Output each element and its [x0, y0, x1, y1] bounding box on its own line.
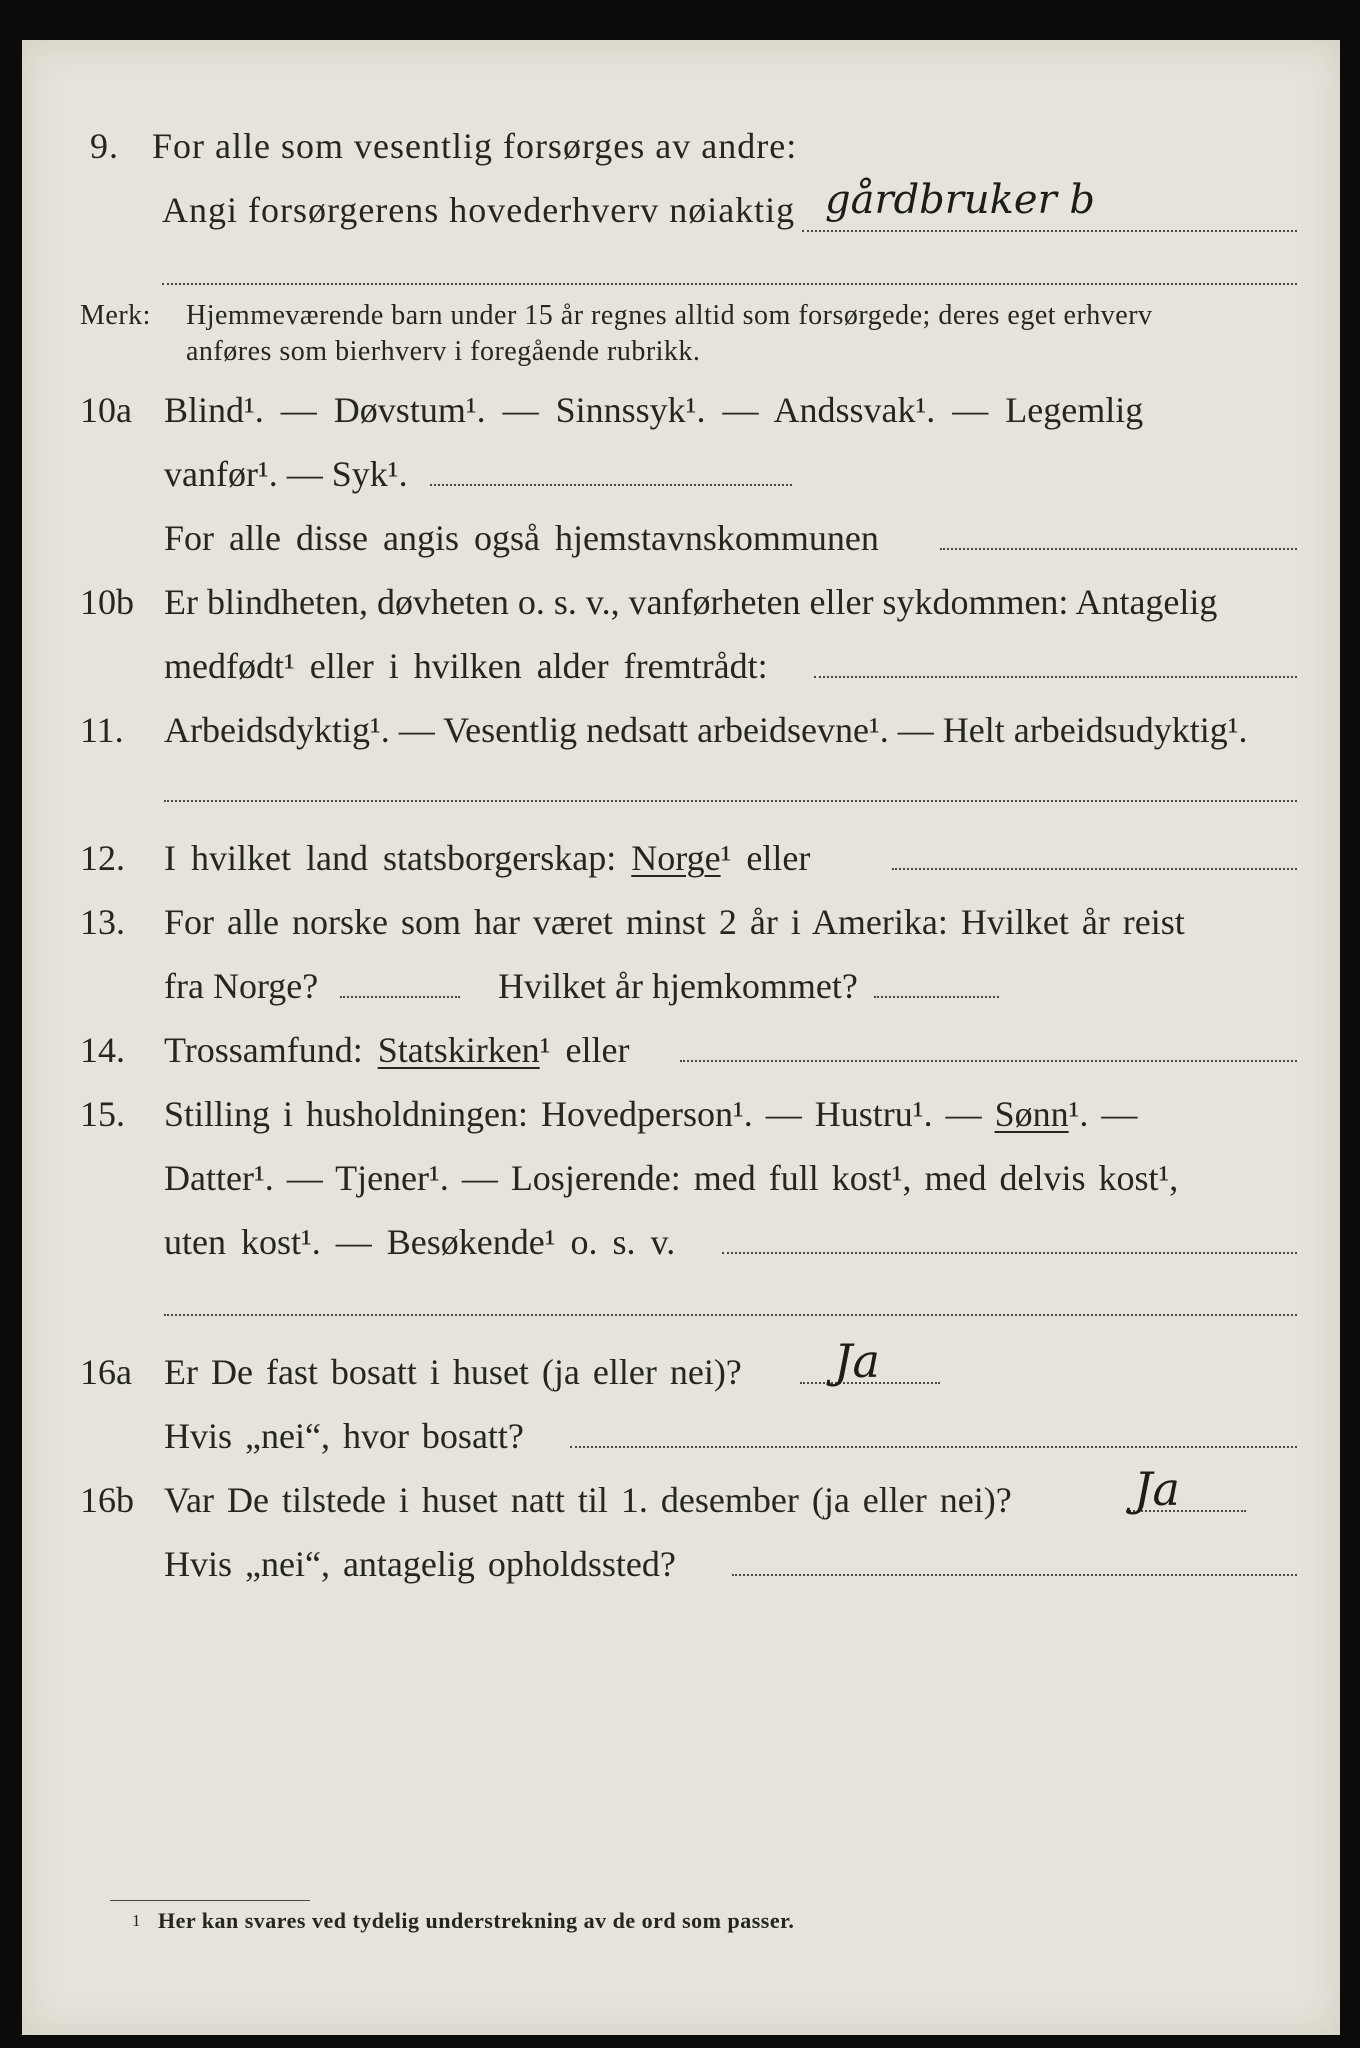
- q13-number: 13.: [80, 902, 125, 942]
- q16b-whereabouts-line[interactable]: [732, 1574, 1297, 1576]
- q16b-line-1: Var De tilstede i huset natt til 1. desember (ja eller nei)?: [164, 1480, 1012, 1520]
- q9-answer: gårdbruker b: [825, 177, 1096, 223]
- q9-prompt: Angi forsørgerens hovederhverv nøiaktig: [162, 190, 796, 230]
- q10a-line-1: Blind¹. — Døvstum¹. — Sinnssyk¹. — Andssvak¹. — Legemlig: [164, 390, 1144, 430]
- merk-line-1: Hjemmeværende barn under 15 år regnes alltid som forsørgede; deres eget erhverv: [186, 300, 1153, 331]
- q15-other-line[interactable]: [722, 1252, 1297, 1254]
- q14-other-line[interactable]: [680, 1060, 1297, 1062]
- q16a-line-1: Er De fast bosatt i huset (ja eller nei)?: [164, 1352, 742, 1392]
- q15-number: 15.: [80, 1094, 125, 1134]
- q12-number: 12.: [80, 838, 125, 878]
- q13-line-2b: Hvilket år hjemkommet?: [498, 966, 858, 1006]
- q16a-answer: Ja: [834, 1334, 880, 1388]
- footnote-text: Her kan svares ved tydelig understrekning av de ord som passer.: [158, 1908, 795, 1933]
- q16b-answer: Ja: [1134, 1462, 1180, 1516]
- q10b-line-1: Er blindheten, døvheten o. s. v., vanførheten eller sykdommen: Antagelig: [164, 582, 1218, 622]
- census-form-page: [22, 40, 1340, 2035]
- q16b-line-2: Hvis „nei“, antagelig opholdssted?: [164, 1544, 676, 1584]
- q16b-number: 16b: [80, 1480, 134, 1520]
- q14-number: 14.: [80, 1030, 125, 1070]
- q9-answer-line[interactable]: [802, 230, 1297, 232]
- q11-line[interactable]: [164, 800, 1297, 802]
- q13-line-1: For alle norske som har været minst 2 år i Amerika: Hvilket år reist: [164, 902, 1185, 942]
- q13-departure-line[interactable]: [340, 996, 460, 998]
- q14-prefix: Trossamfund:: [164, 1030, 363, 1070]
- q15-line-1c: ¹. —: [1068, 1094, 1138, 1134]
- q14-suffix: ¹ eller: [539, 1030, 630, 1070]
- q9-extra-line[interactable]: [162, 283, 1297, 285]
- q12-other-line[interactable]: [892, 868, 1297, 870]
- footnote-rule: [110, 1900, 310, 1901]
- q16a-line-2: Hvis „nei“, hvor bosatt?: [164, 1416, 524, 1456]
- q15-answer-sonn: Sønn: [994, 1094, 1069, 1134]
- merk-label: Merk:: [80, 300, 151, 331]
- footnote-mark: 1: [132, 1911, 141, 1930]
- q10b-line-2: medfødt¹ eller i hvilken alder fremtrådt:: [164, 646, 768, 686]
- q15-line-3: uten kost¹. — Besøkende¹ o. s. v.: [164, 1222, 676, 1262]
- q10a-home-line[interactable]: [940, 548, 1297, 550]
- q12-prefix: I hvilket land statsborgerskap:: [164, 838, 617, 878]
- q10a-line-2: vanfør¹. — Syk¹.: [164, 454, 408, 494]
- q11-number: 11.: [80, 710, 124, 750]
- q12-suffix: ¹ eller: [720, 838, 811, 878]
- q10a-line-3: For alle disse angis også hjemstavnskommunen: [164, 518, 879, 558]
- q12-answer-norge: Norge: [631, 838, 721, 878]
- q9-title: For alle som vesentlig forsørges av andre:: [152, 126, 798, 166]
- q15-line-1a: Stilling i husholdningen: Hovedperson¹. — Hustru¹. —: [164, 1094, 982, 1134]
- q11-line-1: Arbeidsdyktig¹. — Vesentlig nedsatt arbeidsevne¹. — Helt arbeidsudyktig¹.: [164, 710, 1248, 750]
- q13-return-line[interactable]: [874, 996, 999, 998]
- q13-line-2a: fra Norge?: [164, 966, 319, 1006]
- q16a-number: 16a: [80, 1352, 132, 1392]
- q15-line-1: [164, 1096, 1137, 1132]
- q10a-number: 10a: [80, 390, 132, 430]
- merk-line-2: anføres som bierhverv i foregående rubrikk.: [186, 336, 701, 367]
- q10b-number: 10b: [80, 582, 134, 622]
- q15-line-2: Datter¹. — Tjener¹. — Losjerende: med full kost¹, med delvis kost¹,: [164, 1158, 1179, 1198]
- q10b-age-line[interactable]: [814, 676, 1297, 678]
- q16a-residence-line[interactable]: [570, 1446, 1297, 1448]
- q12-text: [164, 840, 810, 876]
- q9-number: 9.: [90, 126, 119, 166]
- q14-answer-statskirken: Statskirken: [377, 1030, 540, 1070]
- q14-text: [164, 1032, 629, 1068]
- q10a-sick-line[interactable]: [430, 484, 792, 486]
- q15-extra-line[interactable]: [164, 1314, 1297, 1316]
